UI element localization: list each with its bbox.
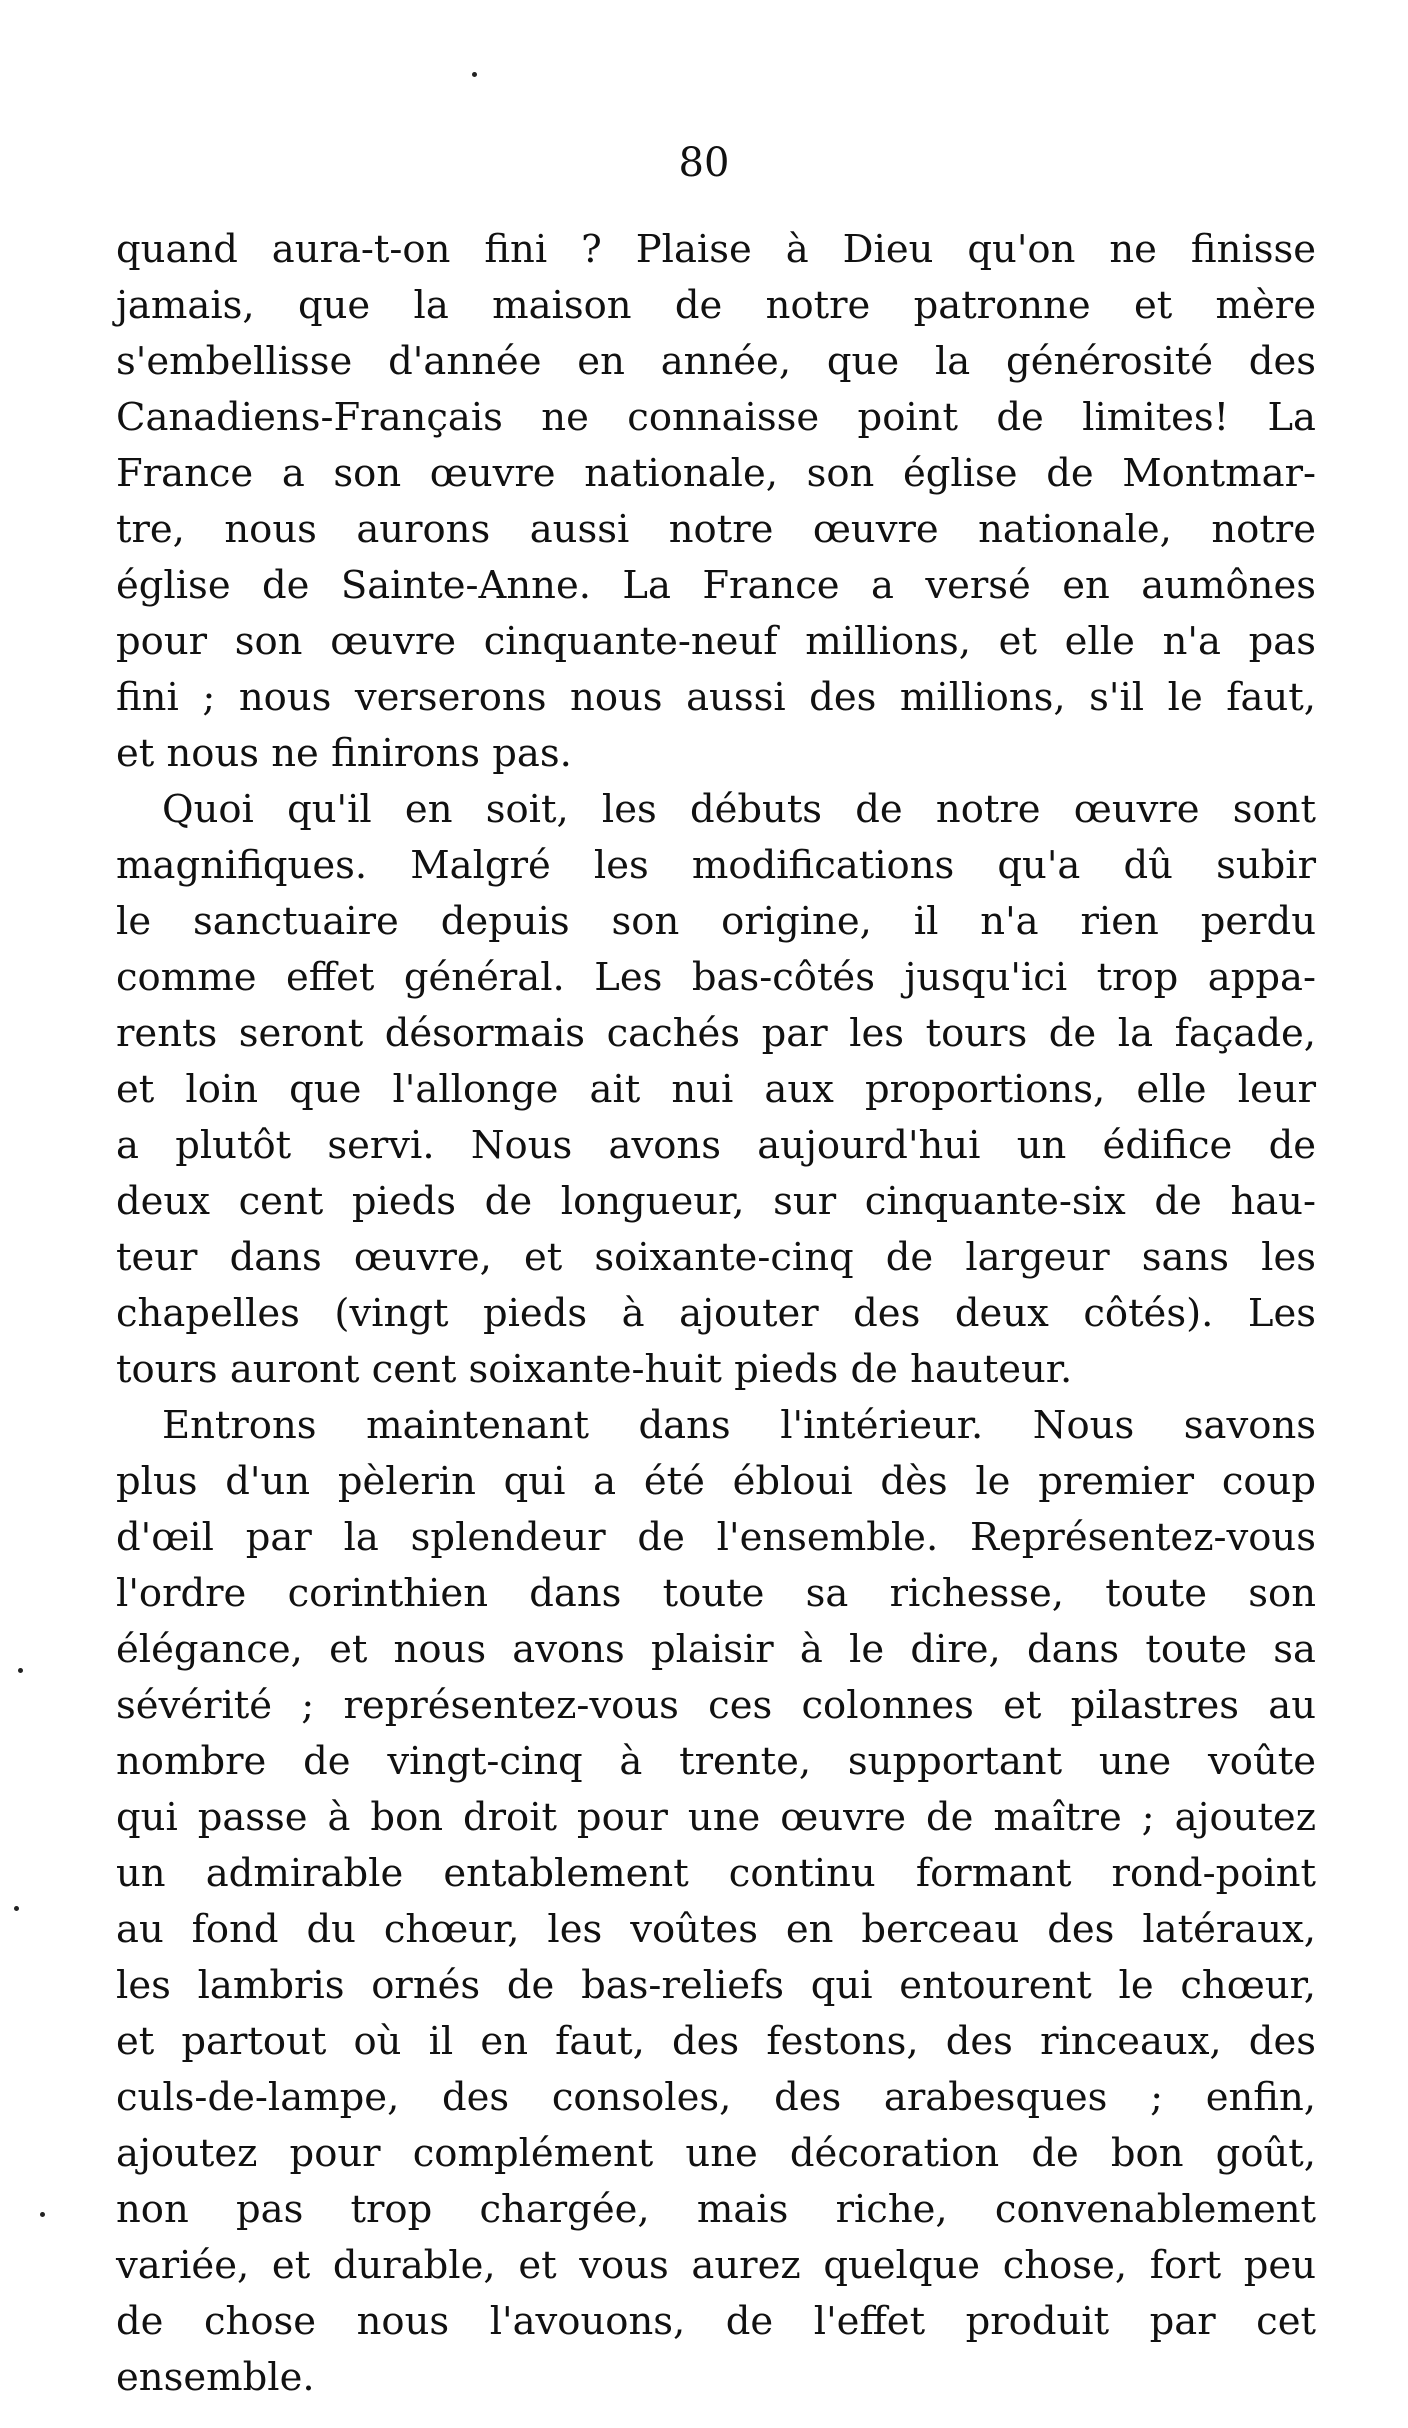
text-line: non pas trop chargée, mais riche, convenablement <box>116 2187 1316 2232</box>
print-speck <box>14 1906 19 1911</box>
text-line: tours auront cent soixante-huit pieds de hauteur. <box>116 1347 1073 1392</box>
text-line: Quoi qu'il en soit, les débuts de notre œuvre sont <box>162 787 1316 832</box>
text-line: pour son œuvre cinquante-neuf millions, et elle n'a pas <box>116 619 1316 664</box>
text-line: rents seront désormais cachés par les tours de la façade, <box>116 1011 1316 1056</box>
text-line: ajoutez pour complément une décoration de bon goût, <box>116 2131 1316 2176</box>
text-line: culs-de-lampe, des consoles, des arabesques ; enfin, <box>116 2075 1316 2120</box>
text-line: s'embellisse d'année en année, que la générosité des <box>116 339 1316 384</box>
text-line: chapelles (vingt pieds à ajouter des deux côtés). Les <box>116 1291 1316 1336</box>
text-line: et partout où il en faut, des festons, des rinceaux, des <box>116 2019 1316 2064</box>
text-line: au fond du chœur, les voûtes en berceau des latéraux, <box>116 1907 1316 1952</box>
text-line: Canadiens-Français ne connaisse point de limites! La <box>116 395 1316 440</box>
text-line: d'œil par la splendeur de l'ensemble. Représentez-vous <box>116 1515 1316 1560</box>
text-line: église de Sainte-Anne. La France a versé en aumônes <box>116 563 1316 608</box>
text-line: les lambris ornés de bas-reliefs qui entourent le chœur, <box>116 1963 1316 2008</box>
text-line: le sanctuaire depuis son origine, il n'a rien perdu <box>116 899 1316 944</box>
text-line: élégance, et nous avons plaisir à le dire, dans toute sa <box>116 1627 1316 1672</box>
text-line: qui passe à bon droit pour une œuvre de maître ; ajoutez <box>116 1795 1316 1840</box>
print-speck <box>40 2212 45 2217</box>
text-line: quand aura-t-on fini ? Plaise à Dieu qu'on ne finisse <box>116 227 1316 272</box>
text-line: nombre de vingt-cinq à trente, supportant une voûte <box>116 1739 1316 1784</box>
text-line: deux cent pieds de longueur, sur cinquante-six de hau- <box>116 1179 1316 1224</box>
text-line: de chose nous l'avouons, de l'effet produit par cet <box>116 2299 1316 2344</box>
text-line: plus d'un pèlerin qui a été ébloui dès le premier coup <box>116 1459 1316 1504</box>
text-line: sévérité ; représentez-vous ces colonnes et pilastres au <box>116 1683 1316 1728</box>
text-line: l'ordre corinthien dans toute sa richesse, toute son <box>116 1571 1316 1616</box>
text-line: tre, nous aurons aussi notre œuvre nationale, notre <box>116 507 1316 552</box>
text-line: jamais, que la maison de notre patronne et mère <box>116 283 1316 328</box>
text-line: Entrons maintenant dans l'intérieur. Nous savons <box>162 1403 1316 1448</box>
text-line: France a son œuvre nationale, son église de Montmar- <box>116 451 1316 496</box>
text-line: et loin que l'allonge ait nui aux proportions, elle leur <box>116 1067 1316 1112</box>
text-line: teur dans œuvre, et soixante-cinq de largeur sans les <box>116 1235 1316 1280</box>
page-number: 80 <box>678 140 730 186</box>
text-line: comme effet général. Les bas-côtés jusqu'ici trop appa- <box>116 955 1316 1000</box>
text-line: variée, et durable, et vous aurez quelque chose, fort peu <box>116 2243 1316 2288</box>
text-line: un admirable entablement continu formant rond-point <box>116 1851 1316 1896</box>
text-line: et nous ne finirons pas. <box>116 731 572 776</box>
text-line: magnifiques. Malgré les modifications qu'a dû subir <box>116 843 1316 888</box>
text-line: a plutôt servi. Nous avons aujourd'hui un édifice de <box>116 1123 1316 1168</box>
body-text <box>116 222 1316 2406</box>
print-speck <box>18 1668 23 1673</box>
print-speck <box>472 72 477 77</box>
text-line: ensemble. <box>116 2355 315 2400</box>
text-line: fini ; nous verserons nous aussi des millions, s'il le faut, <box>116 675 1316 720</box>
